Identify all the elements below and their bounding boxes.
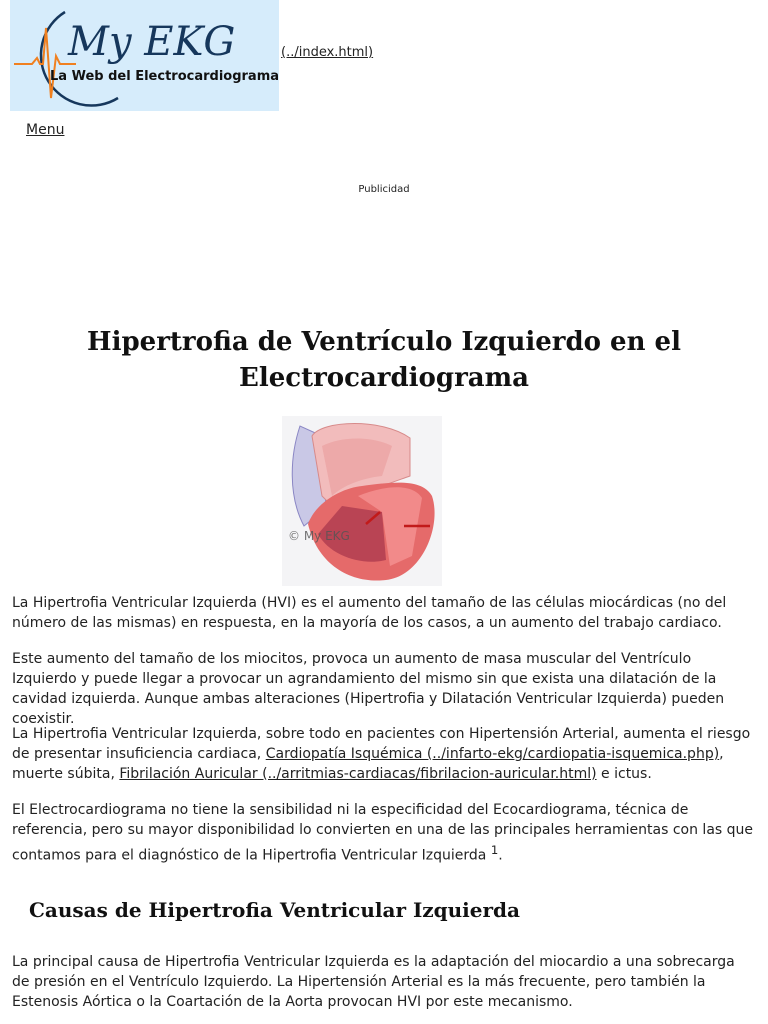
heart-illustration: [282, 416, 442, 586]
text-span: e ictus.: [596, 766, 652, 782]
paragraph-causes: [12, 952, 756, 1012]
text-span: , muerte súbita,: [12, 746, 724, 782]
home-link[interactable]: (../index.html): [281, 45, 374, 60]
paragraph-text: [12, 800, 756, 866]
image-watermark: © My EKG: [288, 529, 350, 543]
paragraph-hypertrophy: [12, 649, 756, 729]
text-span: El Electrocardiograma no tiene la sensibilidad ni la especificidad del Ecocardiograma, técnica de referencia, pero su mayor disponibilidad lo convierten en una de las principales herramientas con las que contamos para el diagnóstico de la Hipertrofia Ventricular Izquierda: [12, 802, 754, 864]
paragraph-text: La Hipertrofia Ventricular Izquierda (HVI) es el aumento del tamaño de las células miocárdicas (no del número de las mismas) en respuesta, en la mayoría de los casos, a un aumento del trabajo cardiaco.: [12, 595, 727, 631]
paragraph-risk: [12, 724, 756, 784]
paragraph-ekg-sensitivity: [12, 800, 756, 866]
section-heading-causes: Causas de Hipertrofia Ventricular Izquierda: [29, 898, 520, 922]
text-span: .: [498, 847, 503, 864]
paragraph-text: Este aumento del tamaño de los miocitos, provoca un aumento de masa muscular del Ventrículo Izquierdo y puede llegar a provocar un agrandamiento del mismo sin que exista una dilatación de la cavidad izquierda. Aunque ambas alteraciones (Hipertrofia y Dilatación Ventricular Izquierda) pueden coexistir.: [12, 651, 725, 727]
site-header: [10, 0, 279, 111]
logo-subtitle: La Web del Electrocardiograma: [50, 69, 279, 84]
page-title: Hipertrofia de Ventrículo Izquierdo en el Electrocardiograma: [87, 327, 681, 393]
reference-marker[interactable]: 1: [490, 843, 499, 857]
paragraph-definition: [12, 593, 756, 633]
paragraph-text: La principal causa de Hipertrofia Ventricular Izquierda es la adaptación del miocardio a una sobrecarga de presión en el Ventrículo Izquierdo. La Hipertensión Arterial es la más frecuente, pero también la Estenosis Aórtica o la Coartación de la Aorta provocan HVI por este mecanismo.: [12, 954, 735, 1010]
paragraph-text: [12, 724, 756, 784]
menu-link[interactable]: Menu: [26, 122, 65, 138]
logo-title: My EKG: [68, 19, 236, 65]
fibrilacion-auricular-link[interactable]: Fibrilación Auricular (../arritmias-cardiacas/fibrilacion-auricular.html): [119, 766, 597, 782]
ekg-trace-icon: [14, 28, 76, 98]
site-logo: [10, 0, 279, 111]
ad-label: Publicidad: [358, 184, 410, 195]
text-span: La Hipertrofia Ventricular Izquierda, sobre todo en pacientes con Hipertensión Arterial, aumenta el riesgo de presentar insuficiencia cardiaca,: [12, 726, 751, 762]
cardiopatia-isquemica-link[interactable]: Cardiopatía Isquémica (../infarto-ekg/cardiopatia-isquemica.php): [265, 746, 720, 762]
